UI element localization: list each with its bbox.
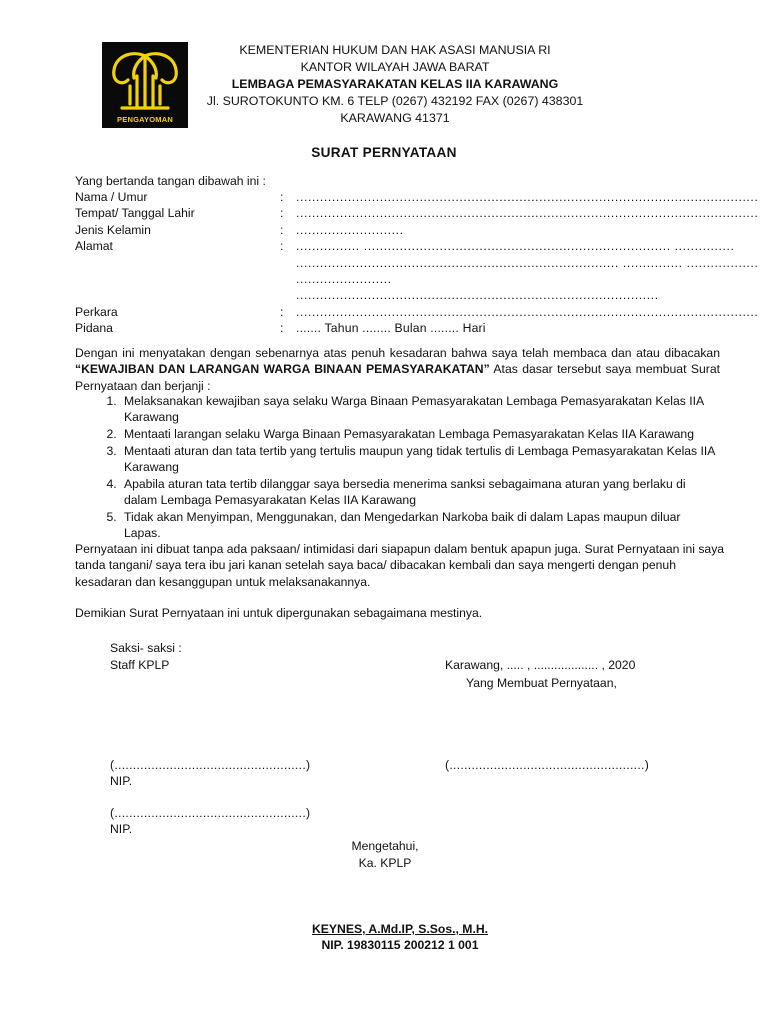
demikian-text: Demikian Surat Pernyataan ini untuk dipergunakan sebagaimana mestinya. [75,606,483,620]
witness-signature-blank-2[interactable]: (....................................................) [110,806,311,820]
list-item: 4. Apabila aturan tata tertib dilanggar saya bersedia menerima sanksi sebagaimana aturan yang berlaku di dalam Lembaga Pemasyarakatan Kelas IIA Karawang [120,476,720,508]
list-item: 1. Melaksanakan kewajiban saya selaku Warga Binaan Pemasyarakatan Lembaga Pemasyarakatan Kelas IIA Karawang [120,393,720,425]
field-colon: : [280,239,284,253]
statement-part2: Atas dasar tersebut saya membuat Surat Pernyataan dan berjanji : [75,362,721,393]
field-value-nama[interactable]: .................................................................................................................... [296,190,759,204]
field-value-alamat-line3[interactable]: ........................ [296,272,392,286]
witness-signature-blank-1[interactable]: (....................................................) [110,758,311,772]
institution-name: LEMBAGA PEMASYARAKATAN KELAS IIA KARAWANG [231,77,559,91]
list-item: 3. Mentaati aturan dan tata tertib yang tertulis maupun yang tidak tertulis di Lembaga Pemasyarakatan Kelas IIA Karawang [120,443,720,475]
place-date[interactable]: Karawang, ..... , ................... , 2020 [445,658,636,672]
mengetahui-label: Mengetahui, [351,839,419,853]
official-nip: NIP. 19830115 200212 1 001 [321,938,479,952]
document-title: SURAT PERNYATAAN [311,145,457,160]
official-name: KEYNES, A.Md.IP, S.Sos., M.H. [311,922,489,936]
field-colon: : [280,305,284,319]
ka-kplp-label: Ka. KPLP [358,856,412,870]
intro-text: Yang bertanda tangan dibawah ini : [75,174,266,188]
closing-paragraph: Pernyataan ini dibuat tanpa ada paksaan/ intimidasi dari siapapun dalam bentuk apapun juga. Surat Pernyataan ini saya tanda tangani/ saya tera ibu jari kanan setelah saya baca/ dibacakan kembali dan saya mengerti dengan penuh kesadaran dan kesanggupan untuk melaksanakannya. [75,542,725,589]
field-value-alamat-line1[interactable]: ................ ............................................................................. ............... [296,239,735,253]
field-value-pidana[interactable]: ....... Tahun ........ Bulan ........ Hari [296,321,486,335]
field-label-ttl: Tempat/ Tanggal Lahir [75,206,195,220]
field-label-perkara: Perkara [75,305,118,319]
field-colon: : [280,223,284,237]
promise-list [75,393,720,542]
witness-label: Saksi- saksi : [110,641,182,655]
field-value-jenis-kelamin[interactable]: ........................... [296,223,404,237]
field-label-jenis-kelamin: Jenis Kelamin [75,223,151,237]
statement-paragraph [75,345,720,394]
maker-signature-blank[interactable]: (.....................................................) [445,758,650,772]
field-colon: : [280,206,284,220]
staff-label: Staff KPLP [110,658,170,672]
field-value-alamat-line2[interactable]: ................................................................................. ............... .................. [296,256,759,270]
institution-address: Jl. SUROTOKUNTO KM. 6 TELP (0267) 432192 FAX (0267) 438301 [206,94,584,108]
field-colon: : [280,190,284,204]
logo-caption: PENGAYOMAN [117,115,173,124]
list-item: 5. Tidak akan Menyimpan, Menggunakan, dan Mengedarkan Narkoba baik di dalam Lapas maupun diluar Lapas. [120,509,720,541]
regional-office: KANTOR WILAYAH JAWA BARAT [300,60,490,74]
field-value-perkara[interactable]: .................................................................................................................... [296,305,759,319]
field-label-pidana: Pidana [75,321,113,335]
witness-nip-2: NIP. [110,822,133,836]
statement-part1: Dengan ini menyatakan dengan sebenarnya atas penuh kesadaran bahwa saya telah membaca dan atau dibacakan [75,346,720,360]
field-colon: : [280,321,284,335]
list-item: 2. Mentaati larangan selaku Warga Binaan Pemasyarakatan Lembaga Pemasyarakatan Kelas IIA Karawang [120,426,720,442]
field-label-alamat: Alamat [75,239,113,253]
maker-label: Yang Membuat Pernyataan, [466,676,617,690]
field-value-alamat-line4[interactable]: ........................................................................................... [296,288,659,302]
witness-nip-1: NIP. [110,774,133,788]
institution-logo [102,42,188,128]
statement-emphasis: “KEWAJIBAN DAN LARANGAN WARGA BINAAN PEMASYARAKATAN” [75,362,490,377]
institution-city: KARAWANG 41371 [340,111,450,125]
ministry-name: KEMENTERIAN HUKUM DAN HAK ASASI MANUSIA RI [239,43,551,57]
field-value-ttl[interactable]: .................................................................................................................... [296,206,759,220]
field-label-nama: Nama / Umur [75,190,148,204]
